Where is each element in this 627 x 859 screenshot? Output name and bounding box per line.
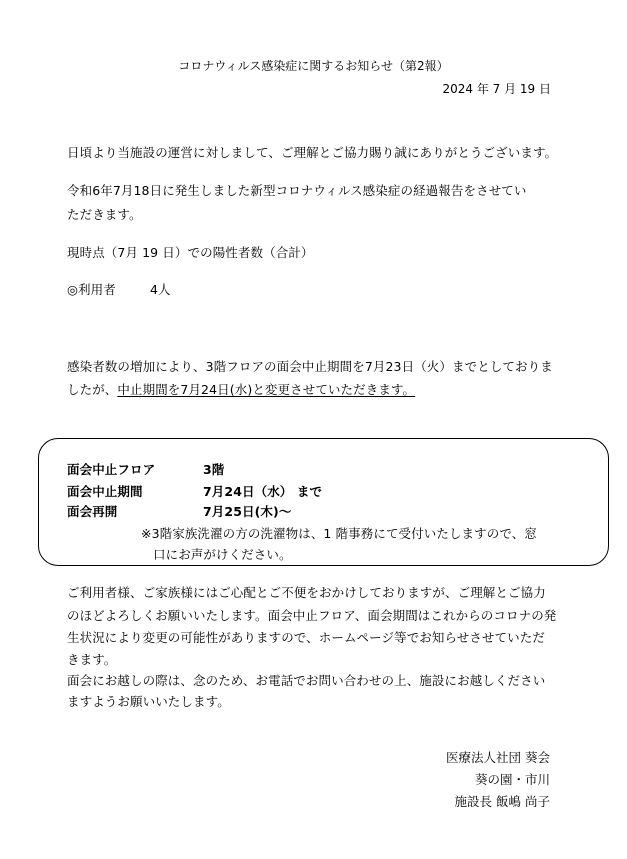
- closing-line-4: きます。: [67, 652, 117, 667]
- closing-line-3: 生状況により変更の可能性がありますので、ホームページ等でお知らせさせていただ: [67, 630, 545, 645]
- visit-info-box: [38, 438, 609, 566]
- resume-value: 7月25日(木)～: [203, 504, 292, 519]
- users-label: ◎利用者: [67, 282, 116, 297]
- notice-date: 2024 年 7 月 19 日: [442, 82, 551, 96]
- closing-line-2: のほどよろしくお願いいたします。面会中止フロア、面会期間はこれからのコロナの発: [67, 608, 557, 623]
- closing-line-6: ますようお願いいたします。: [67, 694, 230, 709]
- report-line-1: 令和6年7月18日に発生しました新型コロナウィルス感染症の経過報告をさせてい: [67, 183, 527, 198]
- report-line-2: ただきます。: [67, 207, 142, 222]
- change-line-2: [67, 380, 415, 398]
- signature-facility: 葵の園・市川: [474, 772, 550, 787]
- change-underlined-text: 中止期間を7月24日(水)と変更させていただきます。: [117, 382, 416, 397]
- closing-line-1: ご利用者様、ご家族様にはご心配とご不便をおかけしておりますが、ご理解とご協力: [67, 585, 546, 600]
- current-status: 現時点（7月 19 日）での陽性者数（合計）: [67, 245, 314, 260]
- users-count: 4人: [150, 282, 171, 297]
- signature-director: 施設長 飯嶋 尚子: [454, 794, 550, 809]
- closing-line-5: 面会にお越しの際は、念のため、お電話でお問い合わせの上、施設にお越しください: [67, 673, 546, 688]
- notice-title: コロナウィルス感染症に関するお知らせ（第2報）: [178, 59, 449, 73]
- signature-org: 医療法人社団 葵会: [446, 750, 550, 765]
- floor-label: 面会中止フロア: [67, 462, 156, 477]
- period-label: 面会中止期間: [67, 484, 143, 499]
- change-line-1: 感染者数の増加により、3階フロアの面会中止期間を7月23日（火）までとしておりま: [67, 359, 553, 374]
- laundry-note-2: 口にお声がけください。: [153, 547, 292, 562]
- change-line-2-prefix: したが、: [67, 382, 118, 397]
- period-value: 7月24日（水） まで: [203, 484, 323, 499]
- laundry-note-1: ※3階家族洗濯の方の洗濯物は、1 階事務にて受付いたしますので、窓: [141, 526, 537, 541]
- resume-label: 面会再開: [67, 504, 118, 519]
- floor-value: 3階: [203, 462, 225, 477]
- greeting-text: 日頃より当施設の運営に対しまして、ご理解とご協力賜り誠にありがとうございます。: [67, 145, 558, 160]
